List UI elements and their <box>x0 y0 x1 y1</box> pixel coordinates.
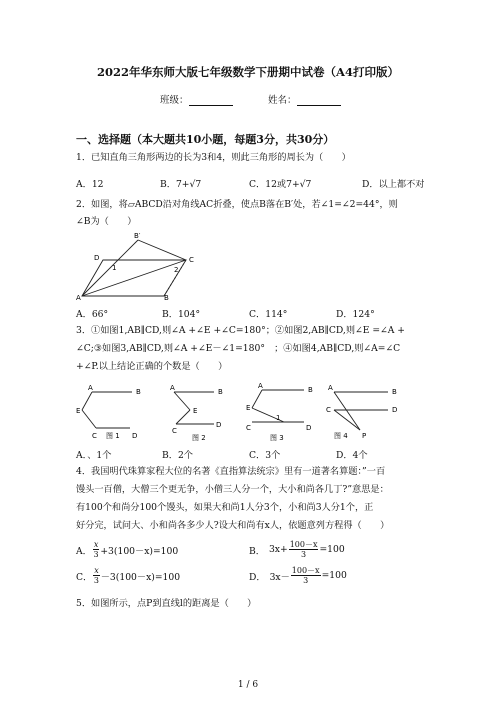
fig2-caption: 图 2 <box>192 434 206 442</box>
q4c-fraction <box>93 566 100 585</box>
q4c-numerator: x <box>94 566 99 575</box>
label-a: A <box>76 294 81 302</box>
fig4-label-b: B <box>392 388 397 396</box>
fig3-label-e: E <box>246 404 251 412</box>
fig3-caption: 图 3 <box>270 434 284 442</box>
q2-option-d: D．124° <box>336 309 375 320</box>
q4c-prefix: C． <box>76 571 93 583</box>
q5-stem: 5．如图所示，点P到直线l的距离是（ ） <box>76 598 257 609</box>
fig3-label-b: B <box>308 386 313 394</box>
q4-option-a <box>76 540 178 559</box>
q1-option-b: B．7+√7 <box>160 179 202 190</box>
name-blank <box>297 95 341 106</box>
q4-stem-line4: 好分完，试问大、小和尚各多少人?设大和尚有x人，依题意列方程得（ ） <box>76 520 390 531</box>
q4a-rest: +3(100－x)=100 <box>100 545 179 557</box>
label-c: C <box>189 256 194 264</box>
q4b-rest: =100 <box>319 544 345 555</box>
q4c-denominator: 3 <box>93 576 100 585</box>
class-blank <box>189 95 233 106</box>
q3-stem-line2: ∠C;③如图3,AB∥CD,则∠A +∠E－∠1=180° ；④如图4,AB∥CD,则∠A=∠C <box>76 343 401 354</box>
fig3-label-d: D <box>306 424 312 432</box>
q3-option-b: B．2个 <box>162 450 193 461</box>
q3-option-a: A．、1个 <box>76 450 112 461</box>
fig2-label-a: A <box>170 384 175 392</box>
fig3-label-a: A <box>258 382 263 390</box>
fig1-label-c: C <box>92 432 97 440</box>
fig3-label-angle-1: 1 <box>276 414 281 422</box>
q2-option-c: C．114° <box>249 309 288 320</box>
q4-stem-line3: 有100个和尚分100个馒头，如果大和尚1人分3个，小和尚3人分1个，正 <box>76 502 374 513</box>
fig4-label-c: C <box>326 406 331 414</box>
q4a-prefix: A． <box>76 545 92 557</box>
fig4-caption: 图 4 <box>334 432 348 440</box>
q4d-fraction <box>291 566 321 585</box>
label-b: B <box>164 294 169 302</box>
q4d-prefix: D． <box>249 571 266 583</box>
name-field <box>268 92 341 106</box>
fig1-label-e: E <box>76 407 81 415</box>
q4d-rest: =100 <box>321 570 347 581</box>
q3-figure-4 <box>326 380 418 442</box>
q4b-fraction <box>289 540 319 559</box>
fig2-label-d: D <box>216 421 222 429</box>
q3-figure-1 <box>76 380 168 442</box>
q1-option-d: D．以上都不对 <box>362 179 425 190</box>
fig4-label-a: A <box>328 384 333 392</box>
q1-option-c: C．12或7+√7 <box>249 179 312 190</box>
document-title: 2022年华东师大版七年级数学下册期中试卷（A4打印版） <box>97 65 399 79</box>
q3-option-d: D．4个 <box>336 450 368 461</box>
q4b-denominator: 3 <box>301 550 307 559</box>
label-d: D <box>94 254 100 262</box>
label-angle-2: 2 <box>174 266 179 274</box>
q4-stem-line1: 4．我国明代珠算家程大位的名著《直指算法统宗》里有一道著名算题：”一百 <box>76 466 386 477</box>
q4-option-b <box>249 540 345 559</box>
q4d-numerator: 100－x <box>291 566 320 575</box>
q4-stem-line2: 馒头一百僧，大僧三个更无争，小僧三人分一个，大小和尚各几丁?”意思是： <box>76 484 389 495</box>
class-label: 班级： <box>160 95 189 106</box>
fig1-label-d: D <box>132 432 138 440</box>
fig2-label-e: E <box>193 407 198 415</box>
q2-parallelogram-figure <box>76 230 206 302</box>
name-label: 姓名： <box>268 95 297 106</box>
fig1-label-b: B <box>136 388 141 396</box>
q1-option-a: A．12 <box>76 179 104 190</box>
page-number: 1 / 6 <box>237 680 259 690</box>
fig2-label-b: B <box>218 388 223 396</box>
q2-option-a: A．66° <box>76 309 109 320</box>
q4b-numerator: 100－x <box>289 540 318 549</box>
q3-stem-line3: +∠P.以上结论正确的个数是（ ） <box>76 361 228 372</box>
label-b-prime: B′ <box>134 232 141 240</box>
q4a-fraction <box>93 540 100 559</box>
fig2-label-c: C <box>172 427 177 435</box>
q4a-denominator: 3 <box>93 550 99 559</box>
class-field <box>160 92 233 106</box>
q4d-lead: 3x－ <box>269 571 290 583</box>
fig4-label-p: P <box>362 432 367 440</box>
q4d-denominator: 3 <box>303 576 309 585</box>
fig3-label-c: C <box>246 424 251 432</box>
q4a-numerator: x <box>93 540 99 549</box>
q2-stem-line1: 2．如图，将▱ABCD沿对角线AC折叠，使点B落在B′处，若∠1=∠2=44°，则 <box>76 199 398 210</box>
q4-option-c <box>76 566 180 585</box>
label-angle-1: 1 <box>112 264 117 272</box>
q3-option-c: C．3个 <box>249 450 281 461</box>
fig1-label-a: A <box>88 384 93 392</box>
q2-stem-line2: ∠B为（ ） <box>76 216 137 227</box>
fig4-label-d: D <box>392 406 398 414</box>
q2-option-b: B．104° <box>162 309 201 320</box>
fig1-caption: 图 1 <box>106 432 120 440</box>
q3-figure-2 <box>166 380 246 442</box>
q4b-lead: 3x+ <box>268 544 288 555</box>
q3-stem-line1: 3．①如图1,AB∥CD,则∠A +∠E +∠C=180°；②如图2,AB∥CD,则∠E =∠A + <box>76 325 405 336</box>
q3-figure-3 <box>244 378 336 444</box>
q4-option-d <box>249 566 347 585</box>
q1-stem: 1．已知直角三角形两边的长为3和4，则此三角形的周长为（ ） <box>76 152 351 163</box>
q4b-prefix: B． <box>249 545 265 557</box>
q4c-rest: －3(100－x)=100 <box>100 571 181 583</box>
section-heading: 一、选择题（本大题共10小题，每题3分，共30分） <box>76 133 335 146</box>
